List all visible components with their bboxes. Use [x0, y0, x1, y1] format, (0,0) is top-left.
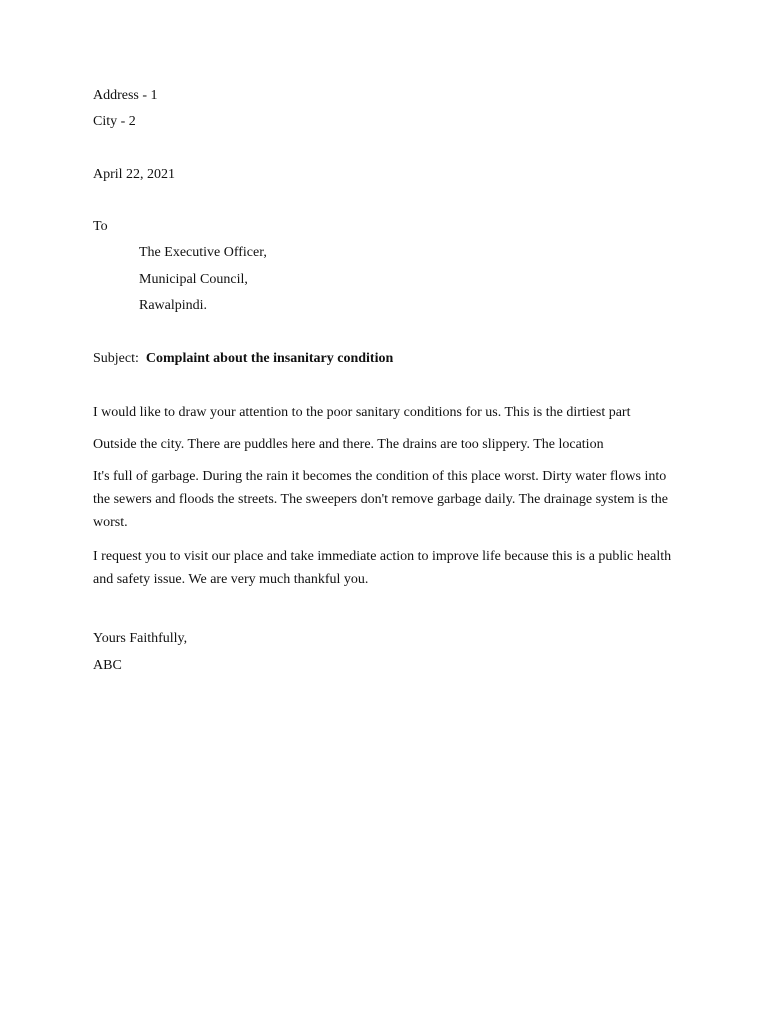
recipient-to-label: To [93, 219, 108, 234]
recipient-organization: Municipal Council, [139, 272, 248, 287]
letter-date: April 22, 2021 [93, 167, 176, 182]
body-line-2: Outside the city. There are puddles here and there. The drains are too slippery. The location [93, 437, 604, 452]
body-line-1: I would like to draw your attention to the poor sanitary conditions for us. This is the dirtiest part [93, 405, 631, 420]
recipient-title: The Executive Officer, [139, 245, 267, 260]
sender-city: City - 2 [93, 114, 136, 129]
closing-signature: ABC [93, 658, 122, 673]
subject-label: Subject: [93, 351, 139, 366]
closing-salutation: Yours Faithfully, [93, 631, 188, 646]
body-paragraph-3: I request you to visit our place and take immediate action to improve life because this is a public health and safety issue. We are very much thankful you. [93, 549, 672, 587]
recipient-location: Rawalpindi. [139, 298, 208, 313]
subject-text: Complaint about the insanitary condition [145, 351, 394, 366]
body-paragraph-2: It's full of garbage. During the rain it becomes the condition of this place worst. Dirty water flows into the sewers and floods the streets. The sweepers don't remove garbage daily. The drainage system is the worst. [93, 469, 668, 530]
subject-line [93, 350, 393, 368]
sender-address: Address - 1 [93, 88, 158, 103]
